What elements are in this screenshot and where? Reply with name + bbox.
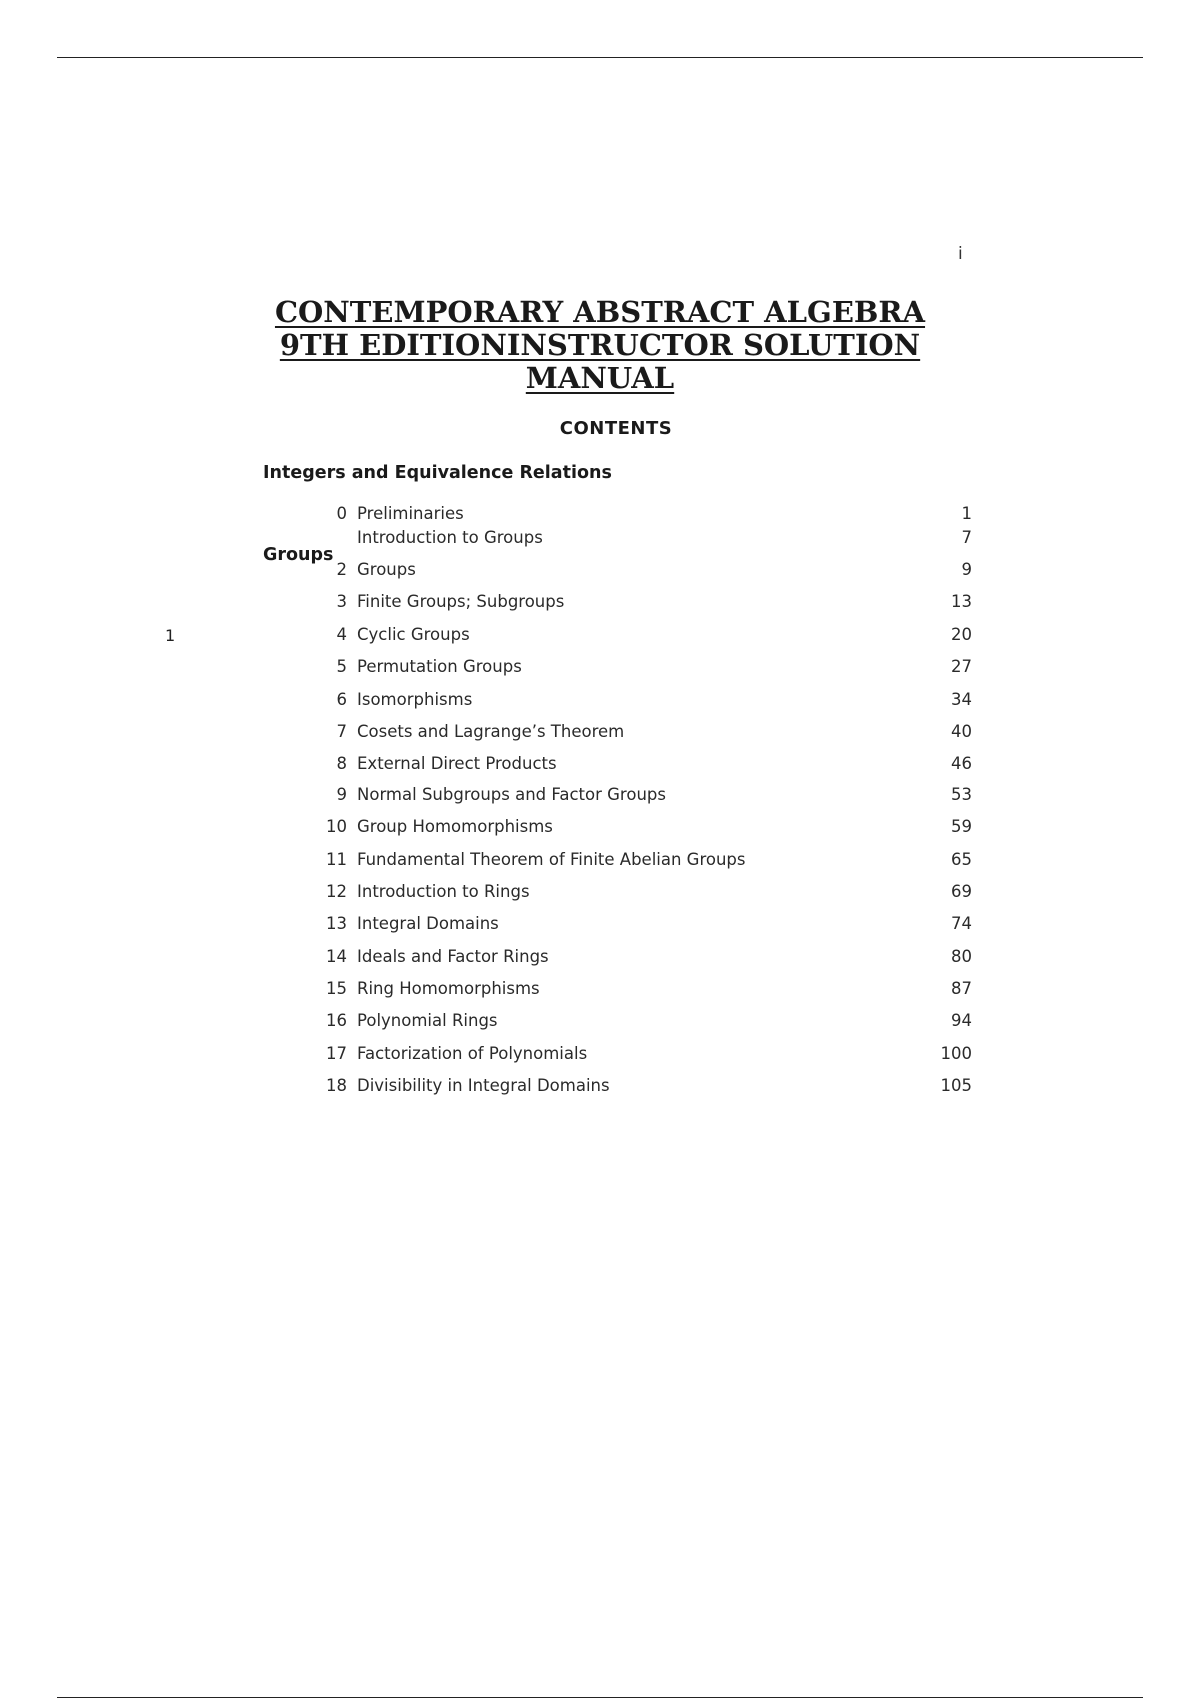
chapter-title: Group Homomorphisms xyxy=(357,817,553,836)
document-title xyxy=(140,296,1060,395)
chapter-title: Fundamental Theorem of Finite Abelian Groups xyxy=(357,850,746,869)
chapter-page: 13 xyxy=(951,592,972,611)
toc-entry[interactable] xyxy=(300,850,972,874)
toc-entry[interactable] xyxy=(300,504,972,528)
chapter-number: 10 xyxy=(326,817,347,836)
toc-entry[interactable] xyxy=(300,817,972,841)
title-line-3: MANUAL xyxy=(525,361,675,395)
bottom-rule xyxy=(57,1697,1143,1698)
toc-entry[interactable] xyxy=(300,625,972,649)
toc-entry[interactable] xyxy=(300,979,972,1003)
chapter-page: 74 xyxy=(951,914,972,933)
chapter-title: Permutation Groups xyxy=(357,657,522,676)
part-heading-groups: Groups xyxy=(263,545,334,565)
chapter-page: 87 xyxy=(951,979,972,998)
chapter-title: Groups xyxy=(357,560,416,579)
chapter-title: Finite Groups; Subgroups xyxy=(357,592,565,611)
toc-entry[interactable] xyxy=(300,754,972,778)
top-rule xyxy=(57,57,1143,58)
chapter-title: Factorization of Polynomials xyxy=(357,1044,588,1063)
part-heading-integers: Integers and Equivalence Relations xyxy=(263,463,612,483)
toc-entry[interactable] xyxy=(300,560,972,584)
chapter-page: 100 xyxy=(940,1044,972,1063)
chapter-number: 12 xyxy=(326,882,347,901)
chapter-number: 11 xyxy=(326,850,347,869)
margin-number: 1 xyxy=(165,626,176,645)
chapter-page: 9 xyxy=(961,560,972,579)
page-number-roman: i xyxy=(958,244,963,264)
chapter-title: External Direct Products xyxy=(357,754,557,773)
toc-entry[interactable] xyxy=(300,882,972,906)
chapter-number: 14 xyxy=(326,947,347,966)
chapter-page: 80 xyxy=(951,947,972,966)
toc-entry[interactable] xyxy=(300,1011,972,1035)
toc-entry[interactable] xyxy=(300,947,972,971)
chapter-page: 59 xyxy=(951,817,972,836)
chapter-title: Polynomial Rings xyxy=(357,1011,498,1030)
chapter-page: 69 xyxy=(951,882,972,901)
chapter-page: 105 xyxy=(940,1076,972,1095)
toc-entry[interactable] xyxy=(300,657,972,681)
chapter-number: 0 xyxy=(336,504,347,523)
chapter-page: 94 xyxy=(951,1011,972,1030)
chapter-page: 7 xyxy=(961,528,972,547)
chapter-title: Introduction to Rings xyxy=(357,882,530,901)
toc-entry[interactable] xyxy=(300,785,972,809)
chapter-number: 6 xyxy=(336,690,347,709)
toc-entry[interactable] xyxy=(300,528,972,552)
toc-entry[interactable] xyxy=(300,1044,972,1068)
chapter-page: 65 xyxy=(951,850,972,869)
chapter-page: 53 xyxy=(951,785,972,804)
contents-heading: CONTENTS xyxy=(559,418,673,439)
chapter-number: 15 xyxy=(326,979,347,998)
chapter-title: Preliminaries xyxy=(357,504,464,523)
chapter-number: 5 xyxy=(336,657,347,676)
chapter-number: 13 xyxy=(326,914,347,933)
chapter-page: 34 xyxy=(951,690,972,709)
chapter-page: 20 xyxy=(951,625,972,644)
chapter-number: 7 xyxy=(336,722,347,741)
chapter-number: 16 xyxy=(326,1011,347,1030)
title-line-2: 9TH EDITIONINSTRUCTOR SOLUTION xyxy=(279,328,921,362)
chapter-number: 9 xyxy=(336,785,347,804)
chapter-number: 2 xyxy=(336,560,347,579)
title-line-1: CONTEMPORARY ABSTRACT ALGEBRA xyxy=(274,295,926,329)
chapter-title: Cosets and Lagrange’s Theorem xyxy=(357,722,625,741)
chapter-title: Isomorphisms xyxy=(357,690,473,709)
toc-entry[interactable] xyxy=(300,1076,972,1100)
chapter-number: 8 xyxy=(336,754,347,773)
chapter-page: 46 xyxy=(951,754,972,773)
chapter-number: 17 xyxy=(326,1044,347,1063)
toc-entry[interactable] xyxy=(300,722,972,746)
chapter-title: Introduction to Groups xyxy=(357,528,543,547)
chapter-number: 4 xyxy=(336,625,347,644)
chapter-title: Cyclic Groups xyxy=(357,625,470,644)
chapter-page: 27 xyxy=(951,657,972,676)
chapter-title: Ring Homomorphisms xyxy=(357,979,540,998)
chapter-title: Ideals and Factor Rings xyxy=(357,947,549,966)
toc-entry[interactable] xyxy=(300,914,972,938)
toc-entry[interactable] xyxy=(300,690,972,714)
chapter-page: 1 xyxy=(961,504,972,523)
chapter-title: Normal Subgroups and Factor Groups xyxy=(357,785,666,804)
chapter-page: 40 xyxy=(951,722,972,741)
chapter-title: Integral Domains xyxy=(357,914,499,933)
toc-entry[interactable] xyxy=(300,592,972,616)
chapter-title: Divisibility in Integral Domains xyxy=(357,1076,610,1095)
chapter-number: 3 xyxy=(336,592,347,611)
chapter-number: 18 xyxy=(326,1076,347,1095)
